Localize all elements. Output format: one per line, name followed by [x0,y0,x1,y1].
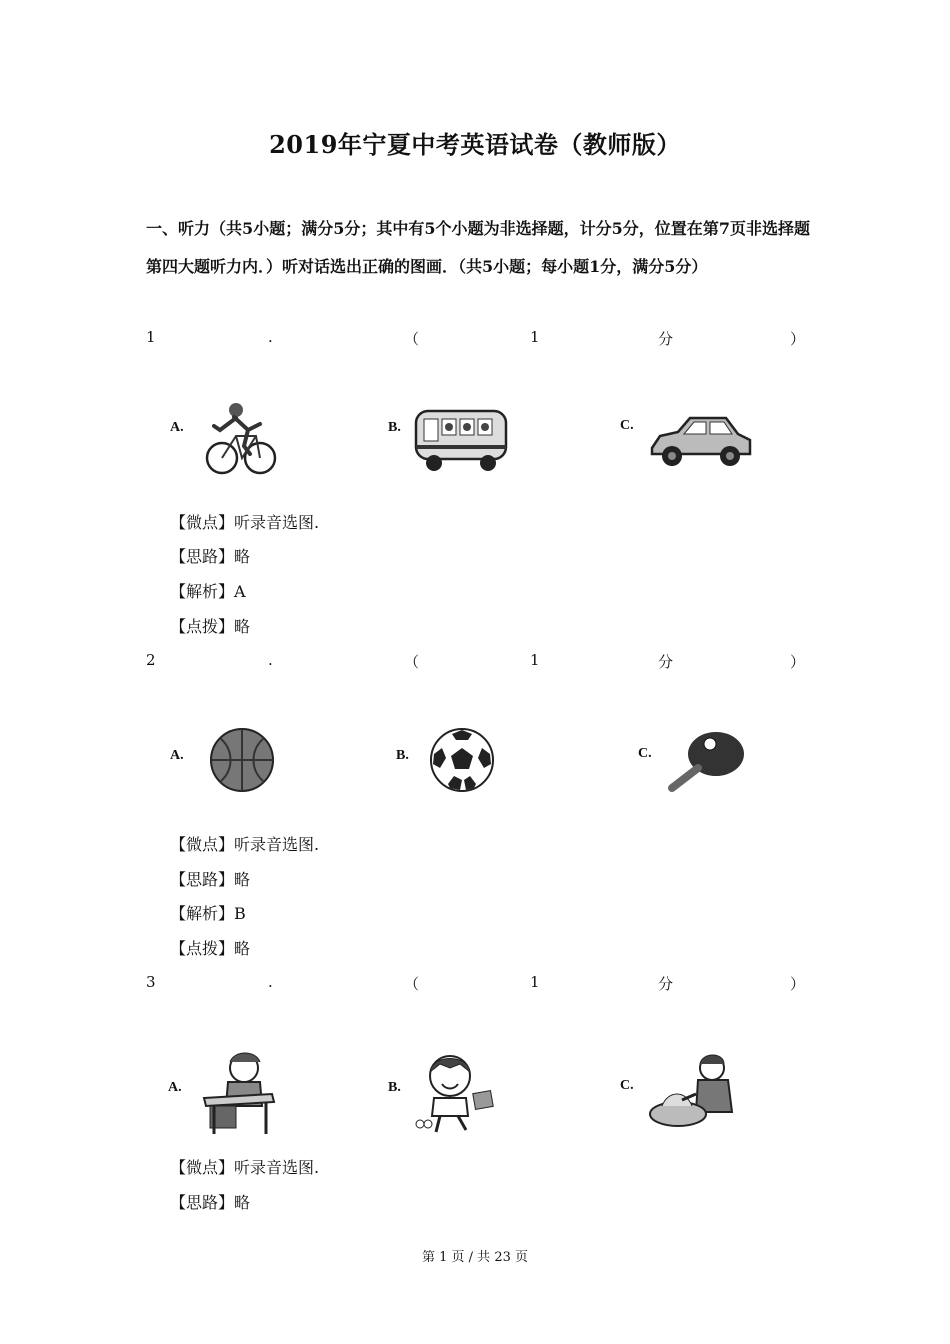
open-paren: （ [404,653,420,671]
answer-line: 【点拨】略 [170,939,251,958]
question-dot: . [268,973,273,991]
question-score: 1 [530,328,540,346]
page-title: 2019年宁夏中考英语试卷（教师版） [269,130,681,159]
score-unit: 分 [658,975,674,993]
page-footer: 第 1 页 / 共 23 页 [422,1250,528,1265]
answer-line: 【点拨】略 [170,617,251,636]
close-paren: ） [790,653,806,671]
basketball-icon[interactable] [208,726,276,794]
question-dot: . [268,651,273,669]
answer-line: 【思路】略 [170,547,251,566]
score-unit: 分 [658,653,674,671]
answer-line: 【解析】B [170,904,246,923]
question-score: 1 [530,973,540,991]
answer-line: 【解析】A [170,582,246,601]
option-b-label[interactable]: B. [388,1080,401,1095]
boy-with-book-icon[interactable] [410,1050,502,1136]
option-c-label[interactable]: C. [620,418,634,433]
car-icon[interactable] [648,410,754,470]
answer-line: 【思路】略 [170,1193,251,1212]
question-row-3 [146,973,806,995]
score-unit: 分 [658,330,674,348]
cyclist-icon[interactable] [200,400,278,478]
section-heading: 一、听力（共5小题；满分5分；其中有5个小题为非选择题，计分5分，位置在第7页非选择题第四大题听力内．）听对话选出正确的图画．（共5小题；每小题1分，满分5分） [146,219,810,276]
option-c-label[interactable]: C. [638,746,652,761]
answer-line: 【微点】听录音选图. [170,835,320,854]
answer-line: 【微点】听录音选图. [170,513,320,532]
option-a-label[interactable]: A. [170,748,184,763]
close-paren: ） [790,975,806,993]
student-at-desk-icon[interactable] [200,1048,280,1138]
question-dot: . [268,328,273,346]
open-paren: （ [404,975,420,993]
open-paren: （ [404,330,420,348]
bus-icon[interactable] [412,405,510,473]
question-number: 3 [146,973,156,991]
question-row-2 [146,651,806,673]
option-a-label[interactable]: A. [170,420,184,435]
answer-line: 【思路】略 [170,870,251,889]
ping-pong-paddle-icon[interactable] [666,730,752,796]
question-number: 1 [146,328,156,346]
soccer-ball-icon[interactable] [428,726,496,794]
question-row-1 [146,328,806,350]
boy-washing-clothes-icon[interactable] [648,1050,740,1134]
question-number: 2 [146,651,156,669]
option-a-label[interactable]: A. [168,1080,182,1095]
answer-line: 【微点】听录音选图. [170,1158,320,1177]
option-c-label[interactable]: C. [620,1078,634,1093]
option-b-label[interactable]: B. [388,420,401,435]
question-score: 1 [530,651,540,669]
close-paren: ） [790,330,806,348]
option-b-label[interactable]: B. [396,748,409,763]
